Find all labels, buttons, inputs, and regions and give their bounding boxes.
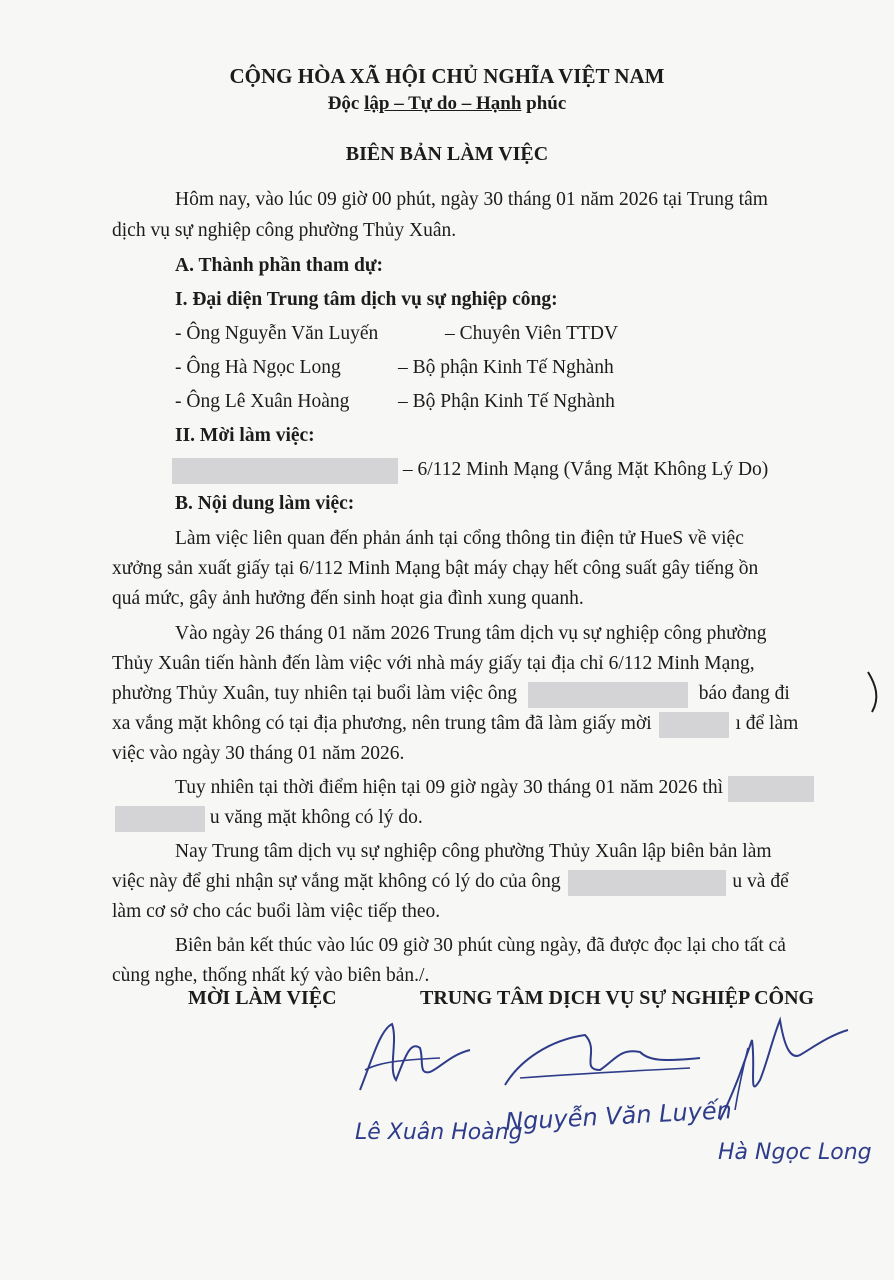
para2-line-4-end: ı để làm <box>735 713 799 734</box>
intro-line-1: Hôm nay, vào lúc 09 giờ 00 phút, ngày 30 tháng 01 năm 2026 tại Trung tâm <box>175 189 768 210</box>
para4-line-3: làm cơ sở cho các buổi làm việc tiếp theo. <box>112 901 441 922</box>
para5-line-1: Biên bản kết thúc vào lúc 09 giờ 30 phút cùng ngày, đã được đọc lại cho tất cả <box>175 935 786 956</box>
signer-name-1: Lê Xuân Hoàng <box>355 1120 523 1145</box>
para2-line-1: Vào ngày 26 tháng 01 năm 2026 Trung tâm dịch vụ sự nghiệp công phường <box>175 623 767 644</box>
para5-line-2: cùng nghe, thống nhất ký vào biên bản./. <box>112 965 430 986</box>
para3-line-1-text: Tuy nhiên tại thời điểm hiện tại 09 giờ ngày 30 tháng 01 năm 2026 thì <box>175 777 723 798</box>
section-i-heading: I. Đại diện Trung tâm dịch vụ sự nghiệp công: <box>175 289 558 310</box>
participant-2-name: - Ông Hà Ngọc Long <box>175 357 341 378</box>
section-a-heading: A. Thành phần tham dự: <box>175 255 384 276</box>
participant-3-name: - Ông Lê Xuân Hoàng <box>175 391 350 412</box>
document-title: BIÊN BẢN LÀM VIỆC <box>345 143 549 165</box>
para2-line-3-start: phường Thủy Xuân, tuy nhiên tại buổi làm việc ông <box>112 683 518 704</box>
para2-line-5: việc vào ngày 30 tháng 01 năm 2026. <box>112 743 405 764</box>
para1-line-1: Làm việc liên quan đến phản ánh tại cổng thông tin điện tử HueS về việc <box>175 528 744 549</box>
margin-bracket-mark <box>868 672 876 712</box>
section-b-heading: B. Nội dung làm việc: <box>175 493 355 514</box>
para1-line-3: quá mức, gây ảnh hưởng đến sinh hoạt gia đình xung quanh. <box>112 588 584 609</box>
intro-line-2: dịch vụ sự nghiệp công phường Thủy Xuân. <box>112 220 457 241</box>
signature-left-stroke <box>360 1024 470 1090</box>
participant-1-role: – Chuyên Viên TTDV <box>445 323 619 344</box>
signature-heading-left: MỜI LÀM VIỆC <box>188 987 337 1009</box>
motto-part-3: phúc <box>521 93 567 114</box>
para2-line-4-start: xa vắng mặt không có tại địa phương, nên trung tâm đã làm giấy mời <box>112 713 652 734</box>
motto-part-2: lập – Tự do – Hạnh <box>364 93 522 114</box>
para3-line-2-text: u văng mặt không có lý do. <box>209 807 423 828</box>
para4-line-1: Nay Trung tâm dịch vụ sự nghiệp công phường Thủy Xuân lập biên bản làm <box>175 841 772 862</box>
participant-2-role: – Bộ phận Kinh Tế Nghành <box>398 357 614 378</box>
para1-line-2: xưởng sản xuất giấy tại 6/112 Minh Mạng bật máy chạy hết công suất gây tiếng ồn <box>112 558 759 579</box>
para2-line-2: Thủy Xuân tiến hành đến làm việc với nhà máy giấy tại địa chỉ 6/112 Minh Mạng, <box>112 653 755 674</box>
invitee-text: – 6/112 Minh Mạng (Vắng Mặt Không Lý Do) <box>402 459 769 480</box>
country-header: CỘNG HÒA XÃ HỘI CHỦ NGHĨA VIỆT NAM <box>229 64 665 88</box>
motto-part-1: Độc <box>327 93 365 114</box>
para4-line-2-end: u và để <box>732 871 789 892</box>
para2-line-3-end: báo đang đi <box>698 683 790 704</box>
para4-line-2-start: việc này để ghi nhận sự vắng mặt không có lý do của ông <box>112 871 561 892</box>
participant-1-name: - Ông Nguyễn Văn Luyến <box>175 323 379 344</box>
signer-name-2: Nguyễn Văn Luyến <box>504 1096 733 1136</box>
signature-heading-right: TRUNG TÂM DỊCH VỤ SỰ NGHIỆP CÔNG <box>420 987 815 1009</box>
section-ii-heading: II. Mời làm việc: <box>175 425 315 446</box>
participant-3-role: – Bộ Phận Kinh Tế Nghành <box>398 391 615 412</box>
signature-right-stroke <box>720 1020 848 1120</box>
signer-name-3: Hà Ngọc Long <box>718 1140 872 1165</box>
